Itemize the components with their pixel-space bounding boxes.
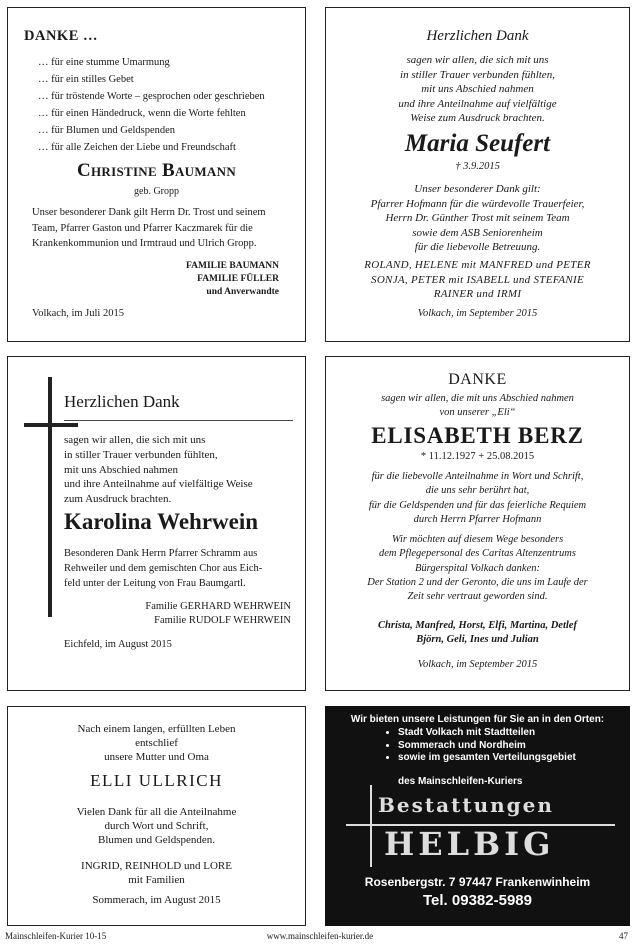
signature-line: und Anverwandte xyxy=(206,287,279,297)
text-line: feld unter der Leitung von Frau Baumgartl. xyxy=(64,577,246,589)
family-names xyxy=(326,619,629,648)
life-dates: * 11.12.1927 + 25.08.2015 xyxy=(420,451,535,462)
ad-phone: Tel. 09382-5989 xyxy=(423,892,532,909)
text-line: Christa, Manfred, Horst, Elfi, Martina, Detlef xyxy=(378,620,577,631)
notice-ullrich xyxy=(7,706,306,926)
text-line: für die liebevolle Betreuung. xyxy=(414,241,541,253)
text-line: Björn, Geli, Ines und Julian xyxy=(416,634,539,646)
list-item: … für eine stumme Umarmung xyxy=(38,57,170,68)
notice-text xyxy=(64,547,262,591)
text-line: INGRID, REINHOLD und LORE xyxy=(81,860,232,872)
family-names xyxy=(8,859,305,887)
notice-text xyxy=(326,392,629,420)
list-item: • Stadt Volkach mit Stadtteilen xyxy=(398,727,576,740)
brand-top: Bestattungen xyxy=(378,793,554,817)
text-line: Unser besonderer Dank gilt: xyxy=(414,183,541,195)
text-line: durch Herrn Pfarrer Hofmann xyxy=(413,513,542,525)
text-line: sowie dem ASB Seniorenheim xyxy=(412,226,543,239)
list-item: … für alle Zeichen der Liebe und Freundschaft xyxy=(38,142,236,153)
text-line: sagen wir allen, die sich mit uns xyxy=(406,54,549,66)
signature-line: Familie GERHARD WEHRWEIN xyxy=(145,601,291,612)
text-line: Zeit sehr vertraut geworden sind. xyxy=(407,591,548,603)
text-line: in stiller Trauer verbunden fühlten, xyxy=(64,448,218,461)
notice-seufert xyxy=(325,7,630,342)
text-line: Pfarrer Hofmann für die würdevolle Trauerfeier, xyxy=(370,197,585,210)
signature-line: FAMILIE BAUMANN xyxy=(186,261,279,271)
logo-cross-icon xyxy=(370,785,372,867)
text-line: sagen wir allen, die sich mit uns xyxy=(64,434,206,446)
text-line: und ihre Anteilnahme auf vielfältige xyxy=(398,97,557,110)
ad-subline: des Mainschleifen-Kuriers xyxy=(398,776,523,787)
place-date: Volkach, im Juli 2015 xyxy=(32,308,124,319)
text-line: Weise zum Ausdruck brachten. xyxy=(410,112,545,124)
cross-icon-bar xyxy=(24,423,78,427)
list-item: • sowie im gesamten Verteilungsgebiet xyxy=(398,752,576,765)
text-line: zum Ausdruck brachten. xyxy=(64,493,172,506)
signatures xyxy=(186,260,279,299)
notice-berz xyxy=(325,356,630,691)
notice-heading: Herzlichen Dank xyxy=(426,28,529,44)
list-item: … für ein stilles Gebet xyxy=(38,74,134,85)
text-line: dem Pflegepersonal des Caritas Altenzentrums xyxy=(379,548,576,560)
page-number: 47 xyxy=(619,931,628,941)
text-line: die uns sehr berührt hat, xyxy=(425,485,530,497)
deceased-name: Karolina Wehrwein xyxy=(64,509,259,534)
notice-heading: DANKE xyxy=(448,371,507,388)
text-line: durch Wort und Schrift, xyxy=(104,820,209,832)
place-date: Eichfeld, im August 2015 xyxy=(64,639,172,650)
deceased-name: ELISABETH BERZ xyxy=(371,423,584,448)
notice-text xyxy=(64,433,253,507)
text-line: mit uns Abschied nahmen xyxy=(64,463,178,476)
notice-text xyxy=(8,722,305,764)
deceased-name: Christine Baumann xyxy=(76,160,237,181)
text-line: für die Geldspenden und für das feierliche Requiem xyxy=(368,499,587,511)
ad-heading: Wir bieten unsere Leistungen für Sie an in den Orten: xyxy=(350,714,605,725)
signature-line: FAMILIE FÜLLER xyxy=(197,274,279,284)
notice-text xyxy=(326,533,629,604)
notice-wehrwein xyxy=(7,356,306,691)
cross-icon xyxy=(48,377,52,617)
footer-url[interactable]: www.mainschleifen-kurier.de xyxy=(266,931,374,941)
notice-text xyxy=(8,805,305,847)
text-line: Blumen und Geldspenden. xyxy=(97,834,215,846)
notice-heading: Herzlichen Dank xyxy=(64,392,180,411)
text-line: Rehweiler und dem gemischten Chor aus Eich- xyxy=(64,562,263,574)
maiden-name: geb. Gropp xyxy=(134,186,179,197)
footer-publication: Mainschleifen-Kurier 10-15 xyxy=(5,931,107,941)
text-line: Vielen Dank für all die Anteilnahme xyxy=(76,806,237,818)
text-line: sagen wir allen, die mit uns Abschied nahmen xyxy=(381,393,574,404)
notice-text xyxy=(326,182,629,255)
text-line: entschlief xyxy=(135,737,178,749)
thanks-list xyxy=(38,54,265,156)
notice-text xyxy=(326,470,629,527)
list-item: … für einen Händedruck, wenn die Worte fehlten xyxy=(38,108,246,119)
funeral-home-ad xyxy=(325,706,630,926)
notice-body: Unser besonderer Dank gilt Herrn Dr. Trost und seinem Team, Pfarrer Gaston und Pfarrer Kaczmarek für die Krankenkommunion und Irmtraud und Ulrich Gropp. xyxy=(32,207,266,249)
text-line: Wir möchten auf diesem Wege besonders xyxy=(391,534,564,545)
text-line: und ihre Anteilnahme auf vielfältige Weise xyxy=(64,478,253,491)
ad-service-list xyxy=(388,727,576,765)
text-line: Bürgerspital Volkach danken: xyxy=(414,562,540,574)
divider xyxy=(64,420,293,421)
signatures xyxy=(145,600,291,628)
text-line: mit uns Abschied nahmen xyxy=(421,83,534,95)
text-line: Besonderen Dank Herrn Pfarrer Schramm aus xyxy=(64,548,258,559)
ad-address: Rosenbergstr. 7 97447 Frankenwinheim xyxy=(364,875,591,889)
notice-text xyxy=(326,53,629,126)
text-line: von unserer „Eli“ xyxy=(439,407,516,418)
notice-heading: DANKE … xyxy=(24,28,98,44)
signature-line: Familie RUDOLF WEHRWEIN xyxy=(154,615,291,626)
list-item: … für tröstende Worte – gesprochen oder geschrieben xyxy=(38,91,265,102)
text-line: Herrn Dr. Günther Trost mit seinem Team xyxy=(385,212,570,224)
list-item: • Sommerach und Nordheim xyxy=(398,740,576,753)
deceased-name: Maria Seufert xyxy=(404,130,551,157)
list-item: … für Blumen und Geldspenden xyxy=(38,125,176,136)
text-line: ROLAND, HELENE mit MANFRED und PETER xyxy=(364,259,591,271)
brand-name: HELBIG xyxy=(384,825,555,863)
text-line: für die liebevolle Anteilnahme in Wort und Schrift, xyxy=(371,471,584,482)
death-date: † 3.9.2015 xyxy=(455,161,500,172)
place-date: Sommerach, im August 2015 xyxy=(92,894,221,906)
text-line: SONJA, PETER mit ISABELL und STEFANIE xyxy=(371,273,584,286)
place-date: Volkach, im September 2015 xyxy=(417,659,538,670)
text-line: Der Station 2 und der Geronto, die uns im Laufe der xyxy=(367,576,588,588)
text-line: in stiller Trauer verbunden fühlten, xyxy=(400,68,555,81)
text-line: mit Familien xyxy=(128,874,185,886)
notice-baumann xyxy=(7,7,306,342)
text-line: unsere Mutter und Oma xyxy=(104,751,209,763)
deceased-name: ELLI ULLRICH xyxy=(90,771,223,790)
text-line: RAINER und IRMI xyxy=(433,288,522,300)
text-line: Nach einem langen, erfüllten Leben xyxy=(77,723,236,735)
place-date: Volkach, im September 2015 xyxy=(417,308,538,319)
family-names xyxy=(332,258,623,302)
